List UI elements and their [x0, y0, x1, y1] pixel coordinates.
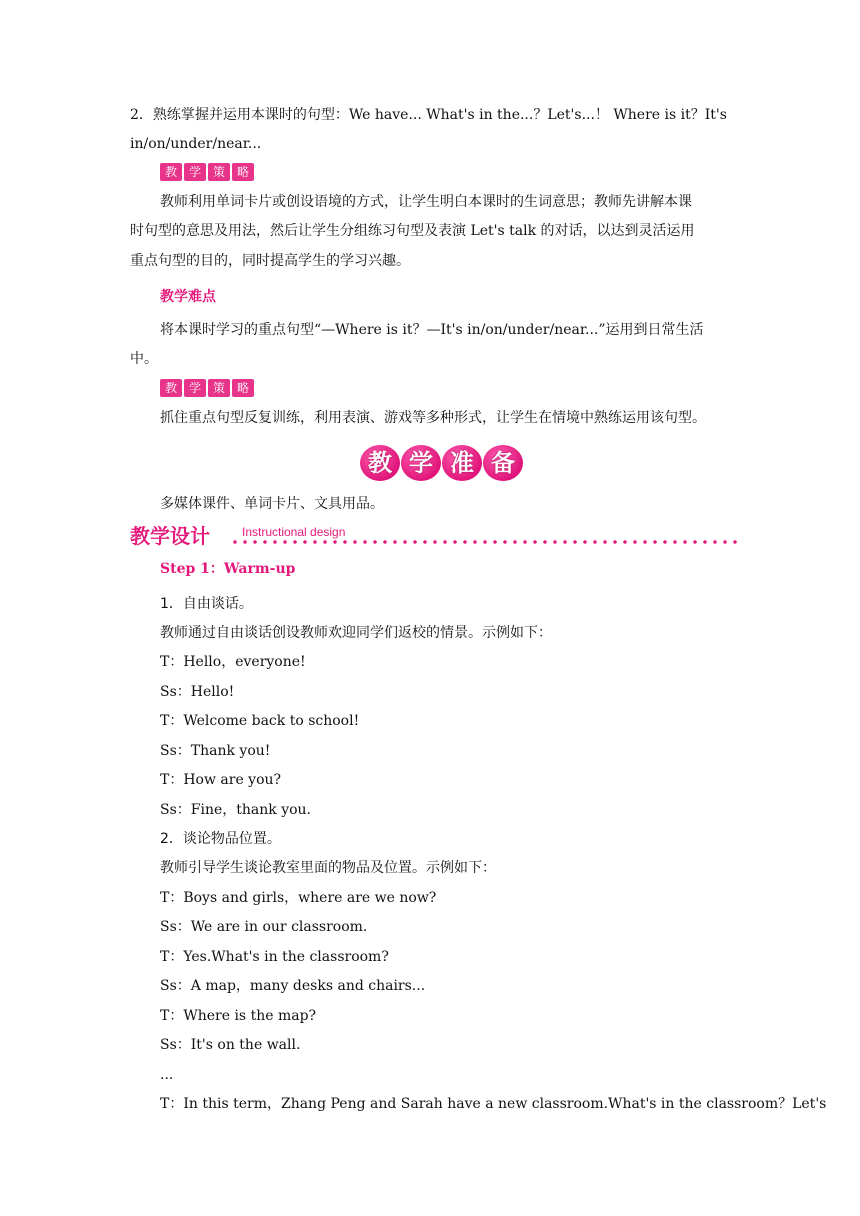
badge-char: 略	[232, 379, 254, 397]
strategy-badge-2	[160, 379, 254, 399]
dialog-line: T：Where is the map?	[160, 1008, 317, 1024]
step-1-heading: Step 1：Warm-up	[160, 561, 296, 577]
badge-char: 学	[184, 163, 206, 181]
dialog-line: T：How are you?	[160, 772, 282, 788]
banner-char: 学	[401, 445, 441, 481]
badge-char: 策	[208, 379, 230, 397]
objective-2-cont: in/on/under/near...	[130, 136, 262, 152]
strategy-1-line-1: 教师利用单词卡片或创设语境的方式，让学生明白本课时的生词意思；教师先讲解本课	[160, 194, 692, 210]
design-section-header	[130, 522, 740, 550]
difficulty-line-1: 将本课时学习的重点句型“—Where is it？—It's in/on/under/near...”运用到日常生活	[160, 322, 704, 338]
objective-2: 2．熟练掌握并运用本课时的句型：We have... What's in the...？Let's...！ Where is it？It's	[130, 107, 727, 123]
dialog-line: T：Welcome back to school!	[160, 713, 360, 729]
dialog-line: Ss：Fine，thank you.	[160, 802, 312, 818]
strategy-2-line: 抓住重点句型反复训练，利用表演、游戏等多种形式，让学生在情境中熟练运用该句型。	[160, 410, 706, 426]
strategy-badge-1	[160, 163, 254, 183]
banner-char: 备	[483, 445, 523, 481]
item-1-desc: 教师通过自由谈话创设教师欢迎同学们返校的情景。示例如下：	[160, 625, 552, 641]
dialog-line: Ss：We are in our classroom.	[160, 919, 368, 935]
dotted-divider	[230, 539, 740, 545]
dialog-line: T：Yes.What's in the classroom?	[160, 949, 389, 965]
banner-char: 准	[442, 445, 482, 481]
dialog-line: Ss：Thank you!	[160, 743, 271, 759]
dialog-line: T：In this term，Zhang Peng and Sarah have a new classroom.What's in the classroom？Let's	[160, 1096, 827, 1112]
badge-char: 策	[208, 163, 230, 181]
dialog-line: T：Hello，everyone!	[160, 654, 306, 670]
dialog-line: Ss：It's on the wall.	[160, 1037, 301, 1053]
dialog-line: T：Boys and girls，where are we now?	[160, 890, 437, 906]
badge-char: 教	[160, 163, 182, 181]
item-1-title: 1．自由谈话。	[160, 596, 253, 612]
strategy-1-line-3: 重点句型的目的，同时提高学生的学习兴趣。	[130, 253, 410, 269]
badge-char: 学	[184, 379, 206, 397]
preparation-banner	[360, 445, 523, 483]
dialog-line: Ss：A map，many desks and chairs...	[160, 978, 426, 994]
difficulty-heading: 教学难点	[160, 289, 216, 305]
design-subtitle: Instructional design	[242, 525, 346, 539]
item-2-desc: 教师引导学生谈论教室里面的物品及位置。示例如下：	[160, 860, 496, 876]
badge-char: 略	[232, 163, 254, 181]
badge-char: 教	[160, 379, 182, 397]
preparation-text: 多媒体课件、单词卡片、文具用品。	[160, 496, 384, 512]
dialog-line: Ss：Hello!	[160, 684, 235, 700]
banner-char: 教	[360, 445, 400, 481]
item-2-title: 2．谈论物品位置。	[160, 831, 281, 847]
design-title: 教学设计	[130, 524, 210, 548]
dialog-ellipsis: ...	[160, 1067, 174, 1083]
difficulty-line-2: 中。	[130, 351, 158, 367]
strategy-1-line-2: 时句型的意思及用法，然后让学生分组练习句型及表演 Let's talk 的对话，以达到灵活运用	[130, 223, 695, 239]
